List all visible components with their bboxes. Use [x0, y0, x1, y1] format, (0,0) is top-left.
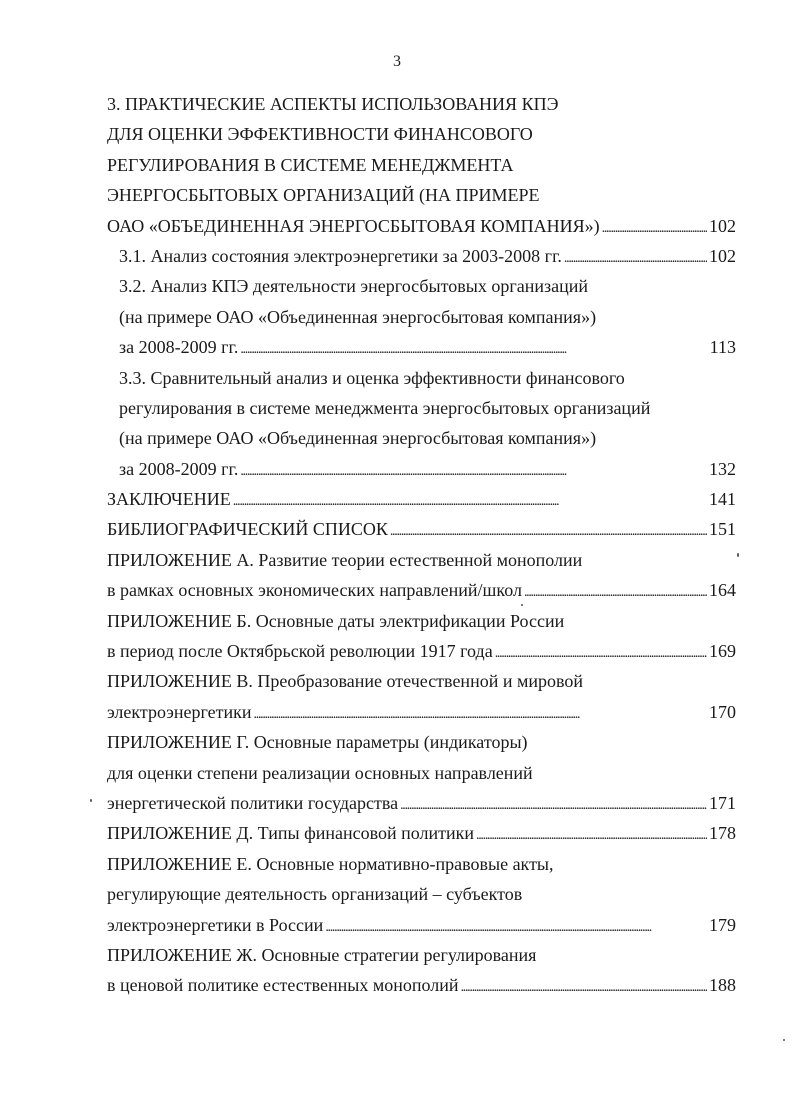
toc-line [107, 970, 736, 1000]
dot-leader [390, 514, 707, 547]
toc-entry[interactable] [107, 89, 736, 241]
toc-page-number: 151 [709, 519, 736, 540]
toc-page-number: 113 [709, 337, 736, 358]
toc-line [107, 606, 736, 636]
toc-page-number: 170 [709, 701, 736, 722]
toc-line [107, 545, 736, 575]
toc-entry[interactable] [107, 363, 736, 485]
toc-entry-text: электроэнергетики [107, 701, 252, 722]
dot-leader [461, 970, 707, 1003]
dot-leader [233, 484, 707, 517]
dot-leader [400, 788, 707, 821]
toc-entry[interactable] [107, 271, 736, 362]
toc-page-number: 141 [709, 489, 736, 510]
toc-line [107, 211, 736, 241]
toc-page-number: 132 [709, 458, 736, 479]
toc-page-number: 102 [709, 245, 736, 266]
dot-leader [254, 697, 707, 730]
toc-page-number: 164 [709, 580, 736, 601]
toc-entry-text: ПРИЛОЖЕНИЕ В. Преобразование отечественной и мировой [107, 671, 583, 692]
toc-line [107, 119, 736, 149]
toc-entry[interactable] [107, 484, 736, 514]
toc-entry-text: ДЛЯ ОЦЕНКИ ЭФФЕКТИВНОСТИ ФИНАНСОВОГО [107, 124, 533, 145]
toc-entry-text: ПРИЛОЖЕНИЕ Б. Основные даты электрификации России [107, 610, 565, 631]
toc-line [107, 363, 736, 393]
toc-entry-text: в период после Октябрьской революции 1917 года [107, 641, 493, 662]
toc-line [107, 393, 736, 423]
toc-page-number: 102 [709, 215, 736, 236]
toc-entry-text: за 2008-2009 гг. [119, 337, 239, 358]
toc-line [107, 788, 736, 818]
toc-line [107, 423, 736, 453]
scan-speck [521, 604, 523, 606]
toc-entry-text: 3. ПРАКТИЧЕСКИЕ АСПЕКТЫ ИСПОЛЬЗОВАНИЯ КПЭ [107, 94, 559, 114]
toc-line [107, 879, 736, 909]
toc-entry-text: энергетической политики государства [107, 792, 399, 813]
toc-entry-text: для оценки степени реализации основных направлений [107, 762, 533, 783]
toc-line [107, 727, 736, 757]
toc-line [107, 697, 736, 727]
toc-line [107, 666, 736, 696]
toc-line [107, 271, 736, 301]
toc-entry[interactable] [107, 241, 736, 271]
toc-entry[interactable] [107, 666, 736, 727]
toc-entry-text: в ценовой политике естественных монополий [107, 975, 459, 996]
toc-line [107, 484, 736, 514]
toc-line [107, 818, 736, 848]
toc-entry-text: (на примере ОАО «Объединенная энергосбытовая компания») [119, 306, 597, 327]
toc-page-number: 171 [709, 792, 736, 813]
toc-entry-text: регулирующие деятельность организаций – субъектов [107, 884, 523, 905]
toc-page-number: 179 [709, 914, 736, 935]
page-number: 3 [393, 53, 401, 70]
toc-entry[interactable] [107, 849, 736, 940]
toc-line [107, 849, 736, 879]
toc-line [107, 241, 736, 271]
dot-leader [325, 910, 707, 943]
toc-entry[interactable] [107, 545, 736, 606]
toc-entry-text: ЭНЕРГОСБЫТОВЫХ ОРГАНИЗАЦИЙ (НА ПРИМЕРЕ [107, 185, 540, 206]
toc-entry-text: БИБЛИОГРАФИЧЕСКИЙ СПИСОК [107, 519, 388, 540]
toc-line [107, 150, 736, 180]
dot-leader [240, 332, 707, 365]
toc-line [107, 180, 736, 210]
scan-speck [90, 799, 92, 802]
toc-entry[interactable] [107, 727, 736, 818]
toc-entry-text: ПРИЛОЖЕНИЕ Е. Основные нормативно-правовые акты, [107, 853, 554, 874]
toc-entry-text: электроэнергетики в России [107, 914, 324, 935]
toc-entry[interactable] [107, 818, 736, 848]
toc-page-number: 178 [709, 823, 736, 844]
dot-leader [240, 454, 707, 487]
toc-entry-text: за 2008-2009 гг. [119, 458, 239, 479]
scan-speck [737, 553, 739, 557]
toc-entry-text: (на примере ОАО «Объединенная энергосбытовая компания») [119, 428, 597, 449]
dot-leader [476, 818, 707, 851]
toc-line [107, 910, 736, 940]
dot-leader [524, 575, 707, 608]
toc-entry[interactable] [107, 514, 736, 544]
toc-line [107, 514, 736, 544]
toc-entry-text: ЗАКЛЮЧЕНИЕ [107, 489, 231, 510]
dot-leader [602, 211, 707, 244]
toc-entry-text: в рамках основных экономических направлений/школ [107, 580, 522, 601]
toc-entry-text: РЕГУЛИРОВАНИЯ В СИСТЕМЕ МЕНЕДЖМЕНТА [107, 154, 514, 175]
toc-line [107, 89, 736, 119]
toc-entry-text: ОАО «ОБЪЕДИНЕННАЯ ЭНЕРГОСБЫТОВАЯ КОМПАНИЯ») [107, 215, 600, 236]
toc-line [107, 454, 736, 484]
toc-line [107, 940, 736, 970]
toc-entry-text: 3.3. Сравнительный анализ и оценка эффективности финансового [119, 367, 625, 388]
toc-line [107, 636, 736, 666]
toc-line [107, 332, 736, 362]
toc-entry-text: 3.2. Анализ КПЭ деятельности энергосбытовых организаций [119, 276, 588, 297]
toc-entry-text: ПРИЛОЖЕНИЕ Ж. Основные стратегии регулирования [107, 944, 537, 965]
toc-entry-text: регулирования в системе менеджмента энергосбытовых организаций [119, 397, 651, 418]
toc-line [107, 758, 736, 788]
toc-line [107, 302, 736, 332]
scan-speck [783, 1039, 785, 1041]
table-of-contents [107, 89, 736, 1001]
toc-entry-text: ПРИЛОЖЕНИЕ А. Развитие теории естественной монополии [107, 549, 583, 570]
toc-entry-text: 3.1. Анализ состояния электроэнергетики за 2003-2008 гг. [119, 245, 562, 266]
toc-entry[interactable] [107, 940, 736, 1001]
toc-entry[interactable] [107, 606, 736, 667]
dot-leader [495, 636, 707, 669]
toc-entry-text: ПРИЛОЖЕНИЕ Г. Основные параметры (индикаторы) [107, 732, 528, 753]
dot-leader [564, 241, 707, 274]
toc-page-number: 169 [709, 641, 736, 662]
toc-entry-text: ПРИЛОЖЕНИЕ Д. Типы финансовой политики [107, 823, 475, 844]
toc-line [107, 575, 736, 605]
toc-page-number: 188 [709, 975, 736, 996]
